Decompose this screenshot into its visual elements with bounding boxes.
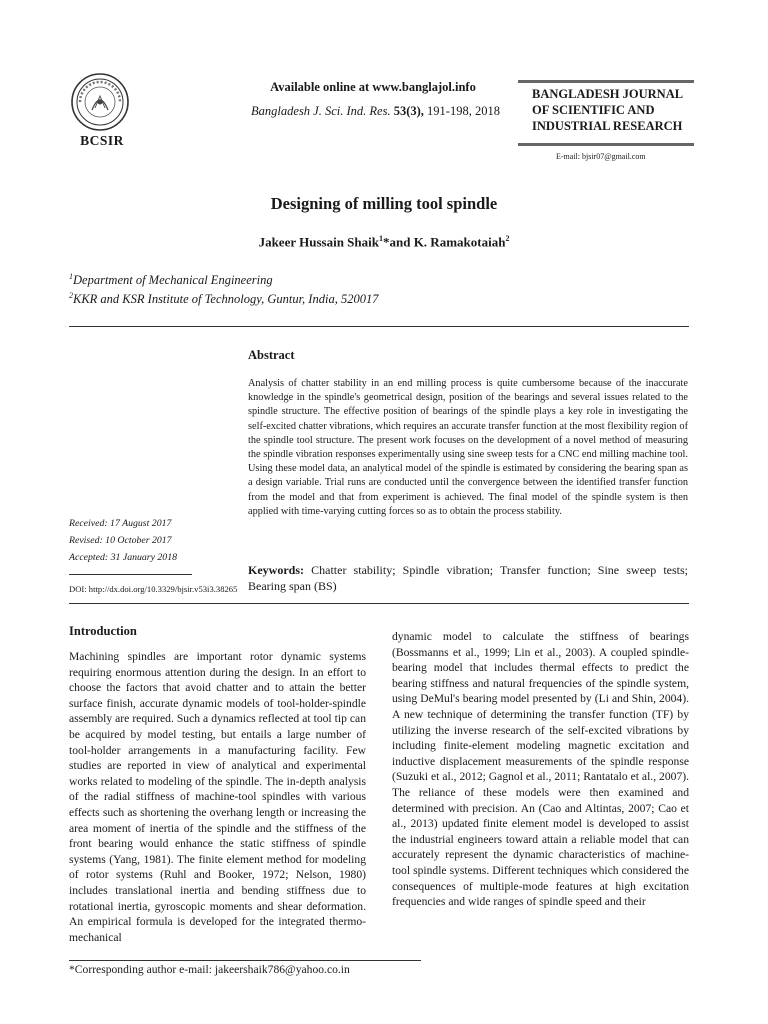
logo-text: BCSIR	[80, 133, 124, 148]
affiliation-sup: 1	[69, 272, 73, 281]
authors	[0, 234, 768, 250]
affiliation-text: Department of Mechanical Engineering	[73, 273, 273, 288]
intro-left-column: Machining spindles are important rotor dynamic systems requiring enormous attention during the design. In an effort to choose the factors that avoid chatter and to attain the better surface finish, accurate dynamic models of tool-holder-spindle assembly are required. Such a dynamics reflected at tool tip can be acquired by model testing, but entails a large number of tool-holder arrangements in a manufacturing facility. Few studies are reported in view of analytical and experimental works related to modeling of the spindle. The in-depth analysis of the radial stiffness of machine-tool spindles with various effects such as shortening the overhang length or increasing the area moment of inertia of the spindle and the stiffness of the front bearing would enhance the static stiffness of spindle systems (Yang, 1981). The finite element method for modeling of rotor systems (Ruhl and Booker, 1972; Nelson, 1980) includes translational inertia and bending stiffness due to rotational inertia, gyroscopic moments and shear deformation. An empirical formula is developed for the integrated thermo-mechanical	[69, 650, 366, 944]
abstract-heading: Abstract	[248, 348, 295, 362]
corresponding-author-footnote: *Corresponding author e-mail: jakeershaik786@yahoo.co.in	[69, 963, 350, 976]
citation-journal: Bangladesh J. Sci. Ind. Res.	[251, 104, 391, 118]
received-date: Received: 17 August 2017	[69, 518, 172, 529]
header-divider	[69, 326, 689, 327]
dates-divider	[69, 574, 192, 575]
revised-date: Revised: 10 October 2017	[69, 535, 172, 546]
affiliation-1	[69, 272, 273, 288]
article-title: Designing of milling tool spindle	[270, 194, 498, 213]
available-online: Available online at www.banglajol.info	[270, 80, 476, 94]
journal-name	[520, 86, 707, 134]
citation-volume: 53(3),	[393, 104, 424, 118]
footnote-divider	[69, 960, 421, 961]
journal-name-line: BANGLADESH JOURNAL	[532, 87, 684, 101]
citation-rest: 191-198, 2018	[427, 104, 500, 118]
intro-right-column: dynamic model to calculate the stiffness of bearings (Bossmanns et al., 1999; Lin et al., 2003). A coupled spindle-bearing model that includes thermal effects to predict the bearing stiffness and natural frequencies of the spindle system, using DeMul's bearing model presented by (Li and Shin, 2004). A new technique of determining the transfer function (TF) by utilizing the inverse research of the self-excited vibrations by including finite-element modeling magnetic excitation and inductive displacement measurements of the spindle response (Suzuki et al., 2012; Gagnol et al., 2011; Rantatalo et al., 2007). The reliance of these models were then examined and determined with precision. An (Cao and Altintas, 2007; Cao et al., 2013) updated finite element model is developed to assist the industrial engineers toward attain a reliable model that can accurately represent the dynamic characteristics of machine-tool spindle systems. Different techniques which considered the consequences of multiple-mode features at high excitation frequencies and wide ranges of spindle speed and their	[392, 630, 689, 909]
author-joiner: *and K. Ramakotaiah	[382, 234, 506, 250]
affiliation-text: KKR and KSR Institute of Technology, Guntur, India, 520017	[73, 292, 379, 307]
introduction-heading: Introduction	[69, 624, 137, 638]
affiliation-2	[69, 291, 378, 307]
doi-link[interactable]: DOI: http://dx.doi.org/10.3329/bjsir.v53i3.38265	[69, 584, 238, 594]
journal-name-line: OF SCIENTIFIC AND	[532, 103, 655, 117]
author-2-sup: 2	[505, 234, 510, 243]
citation	[248, 104, 503, 119]
author-1-sup: 1	[378, 234, 383, 243]
journal-email: E-mail: bjsir07@gmail.com	[556, 152, 646, 161]
affiliation-sup: 2	[69, 291, 73, 300]
abstract-divider	[69, 603, 689, 604]
abstract-text: Analysis of chatter stability in an end milling process is quite cumbersome because of the inaccurate knowledge in the spindle's geometrical design, position of the bearings and several issues related to the spindle structure. The effective position of bearings of the spindle plays a key role in investigating the self-excited chatter vibrations, which requires an accurate transfer function at the most flexibility region of the spindle tool structure. The present work focuses on the development of a novel method of measuring the spindle vibration responses experimentally using sine sweep tests for a CNC end milling machine tool. Using these model data, an analytical model of the spindle is estimated by considering the bearing span as a design variable. Trial runs are conducted until the convergence between the identified transfer function from the model and that from experiment is achieved. The final model of the spindle system is then applied with time-varying cutting forces so as to obtain the process stability.	[248, 378, 688, 517]
bcsir-seal-icon	[70, 72, 130, 132]
bcsir-logo	[70, 72, 130, 132]
keywords	[248, 562, 688, 594]
journal-name-line: INDUSTRIAL RESEARCH	[532, 119, 683, 133]
accepted-date: Accepted: 31 January 2018	[69, 552, 178, 563]
keywords-text: Chatter stability; Spindle vibration; Transfer function; Sine sweep tests; Bearing span (BS)	[248, 563, 689, 593]
author-1: Jakeer Hussain Shaik	[258, 234, 379, 250]
keywords-label: Keywords:	[248, 563, 304, 577]
